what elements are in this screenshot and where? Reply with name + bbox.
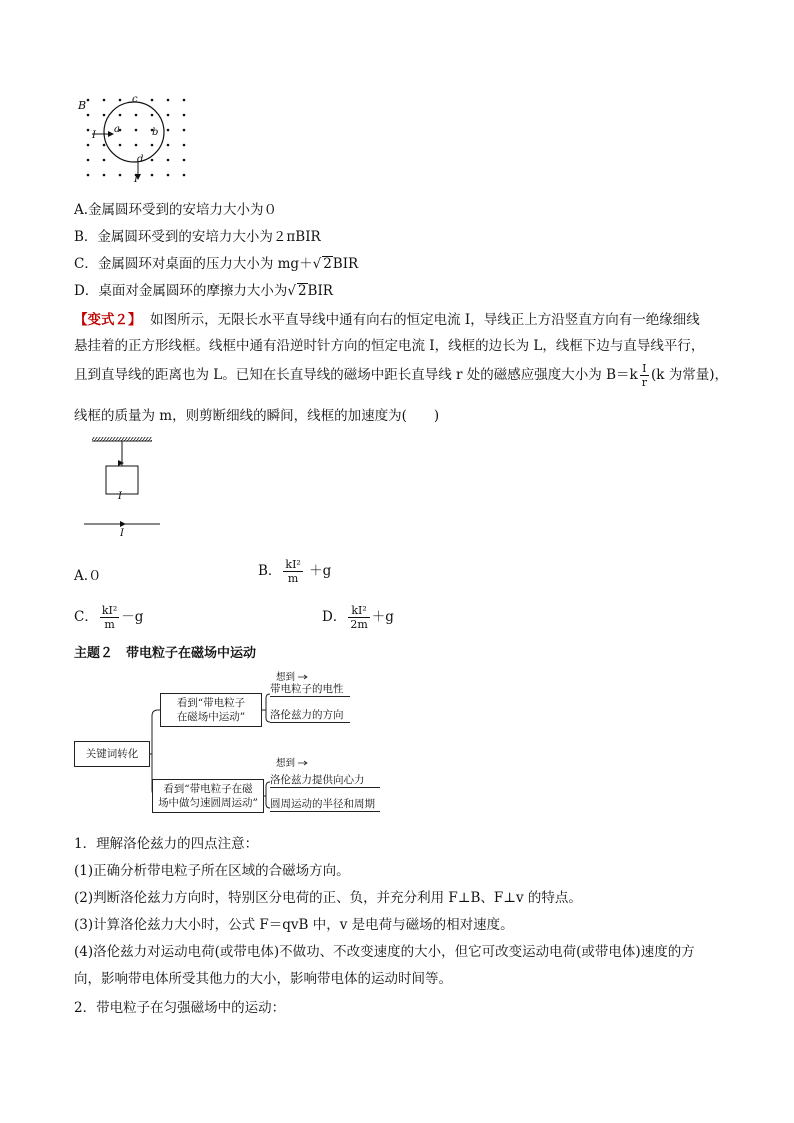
label-d: d	[137, 154, 144, 165]
wire-current-arrow	[120, 521, 126, 527]
q2-option-c	[74, 604, 143, 631]
field-dot	[151, 144, 154, 147]
q1-option-d	[74, 281, 333, 301]
q2-option-d	[322, 604, 394, 631]
field-dot	[119, 114, 122, 117]
frac-den: 2m	[350, 618, 368, 631]
label-b: b	[152, 127, 159, 138]
frac-num: kI²	[101, 604, 118, 617]
field-dot	[135, 144, 138, 147]
field-dot	[135, 129, 138, 132]
field-dot	[87, 159, 90, 162]
q1-option-c-text: C．金属圆环对桌面的压力大小为 mg＋	[74, 256, 313, 272]
label-I-left: I	[92, 130, 96, 141]
q2-option-d-label: D．	[322, 609, 347, 625]
field-dot	[87, 99, 90, 102]
notes-heading-1: 1．理解洛伦兹力的四点注意：	[74, 836, 259, 852]
field-dot	[183, 114, 186, 117]
field-dot	[167, 129, 170, 132]
frac-num: I	[640, 362, 649, 376]
label-I-wire: I	[120, 528, 124, 539]
field-dot	[103, 174, 106, 177]
mindmap-branch2	[152, 779, 264, 813]
q1-option-d-text: D．桌面对金属圆环的摩擦力大小为	[74, 283, 288, 299]
branch1-line2: 在磁场中运动”	[176, 711, 246, 723]
field-dot	[167, 159, 170, 162]
sqrt-radicand: 2	[323, 256, 332, 272]
field-dot	[183, 129, 186, 132]
fraction-I-over-r	[640, 362, 649, 389]
notes-item-4b: 向，影响带电体所受其他力的大小，影响带电体的运动时间等。	[74, 971, 452, 987]
ceiling	[92, 437, 152, 441]
branch2-line1: 看到“带电粒子在磁	[163, 783, 253, 795]
field-dot	[87, 129, 90, 132]
variant2-line3	[74, 362, 728, 389]
q2-option-d-tail: ＋g	[371, 609, 394, 625]
fraction-kI2-over-m	[100, 604, 119, 631]
field-dot	[119, 99, 122, 102]
field-dot	[183, 144, 186, 147]
branch1-item1: 带电粒子的电性	[270, 682, 350, 697]
variant2-line1	[74, 310, 700, 330]
label-I-frame: I	[118, 491, 122, 502]
q2-option-b-label: B．	[258, 563, 282, 579]
field-dots	[87, 99, 186, 177]
frac-den: r	[641, 376, 647, 389]
branch2-item1: 洛伦兹力提供向心力	[270, 773, 380, 788]
field-dot	[167, 144, 170, 147]
branch2-item2: 圆周运动的半径和周期	[270, 797, 380, 812]
q1-option-d-tail: BIR	[307, 283, 333, 299]
q1-option-a: A.金属圆环受到的安培力大小为０	[74, 202, 278, 218]
notes-item-1: (1)正确分析带电粒子所在区域的合磁场方向。	[74, 863, 350, 879]
field-dot	[151, 114, 154, 117]
field-dot	[103, 144, 106, 147]
field-dot	[87, 144, 90, 147]
variant2-text: 如图所示，无限长水平直导线中通有向右的恒定电流 I，导线正上方沿竖直方向有一绝缘细线	[150, 312, 700, 328]
field-dot	[167, 114, 170, 117]
q1-option-c-tail: BIR	[332, 256, 359, 272]
field-dot	[183, 99, 186, 102]
q2-option-c-tail: －g	[121, 609, 144, 625]
branch1-think: 想到	[276, 672, 296, 683]
variant2-line3-text: 且到直导线的距离也为 L。已知在长直导线的磁场中距长直导线 r 处的磁感应强度大小为 B＝k	[74, 367, 638, 383]
label-B: B	[78, 99, 87, 112]
field-dot	[87, 114, 90, 117]
frac-num: kI²	[285, 558, 301, 571]
branch1-item2: 洛伦兹力的方向	[270, 708, 350, 723]
branch2-line2: 场中做匀速圆周运动”	[158, 797, 258, 809]
mindmap-root: 关键词转化	[74, 741, 150, 767]
variant2-tag: 【变式２】	[74, 312, 142, 328]
notes-heading-2: 2．带电粒子在匀强磁场中的运动：	[74, 1000, 286, 1016]
frame-current-arrow	[118, 460, 124, 466]
square-frame	[106, 466, 138, 494]
fraction-kI2-over-2m	[348, 604, 369, 631]
field-dot	[167, 174, 170, 177]
variant2-line3-tail: (k 为常量)，	[650, 367, 728, 383]
frac-den: m	[104, 618, 115, 631]
field-dot	[87, 174, 90, 177]
field-dot	[135, 114, 138, 117]
variant2-line2: 悬挂着的正方形线框。线框中通有沿逆时针方向的恒定电流 I，线框的边长为 L，线框下边与直导线平行，	[74, 338, 705, 354]
field-dot	[167, 99, 170, 102]
fraction-kI2-over-m	[283, 558, 302, 585]
sqrt-radicand: 2	[297, 283, 307, 299]
figure-hanging-frame	[80, 432, 170, 542]
branch1-line1: 看到“带电粒子	[176, 697, 246, 709]
field-dot	[119, 144, 122, 147]
field-dot	[151, 174, 154, 177]
field-dot	[151, 159, 154, 162]
label-a: a	[114, 124, 120, 135]
notes-item-4a: (4)洛伦兹力对运动电荷(或带电体)不做功、不改变速度的大小，但它可改变运动电荷(或带电体)速度的方	[74, 944, 695, 960]
sqrt-sign: √	[287, 283, 296, 299]
q2-option-b	[258, 558, 331, 585]
q1-option-c	[74, 254, 358, 274]
notes-item-2: (2)判断洛伦兹力方向时，特别区分电荷的正、负，并充分利用 F⊥B、F⊥v 的特点。	[74, 890, 582, 906]
field-dot	[103, 159, 106, 162]
q2-option-c-label: C．	[74, 609, 98, 625]
frac-den: m	[287, 572, 299, 585]
label-c: c	[132, 94, 138, 105]
sqrt-sign: √	[312, 256, 322, 272]
field-dot	[119, 174, 122, 177]
mindmap-branch1	[160, 693, 262, 727]
field-dot	[183, 174, 186, 177]
notes-item-3: (3)计算洛伦兹力大小时，公式 F＝qvB 中，v 是电荷与磁场的相对速度。	[74, 917, 514, 933]
branch2-think: 想到	[276, 758, 296, 769]
label-I-bottom: I	[134, 174, 138, 185]
frac-num: kI²	[348, 604, 369, 618]
variant2-line4: 线框的质量为 m，则剪断细线的瞬间，线框的加速度为( )	[74, 408, 440, 424]
topic2-title: 主题２ 带电粒子在磁场中运动	[74, 646, 257, 661]
q1-option-b: B．金属圆环受到的安培力大小为２πBIR	[74, 229, 321, 245]
figure-ring-in-field	[78, 94, 188, 189]
field-dot	[183, 159, 186, 162]
field-dot	[151, 99, 154, 102]
field-dot	[103, 99, 106, 102]
q2-option-b-tail: ＋g	[309, 563, 332, 579]
q2-option-a: A.０	[74, 568, 102, 584]
field-dot	[103, 114, 106, 117]
